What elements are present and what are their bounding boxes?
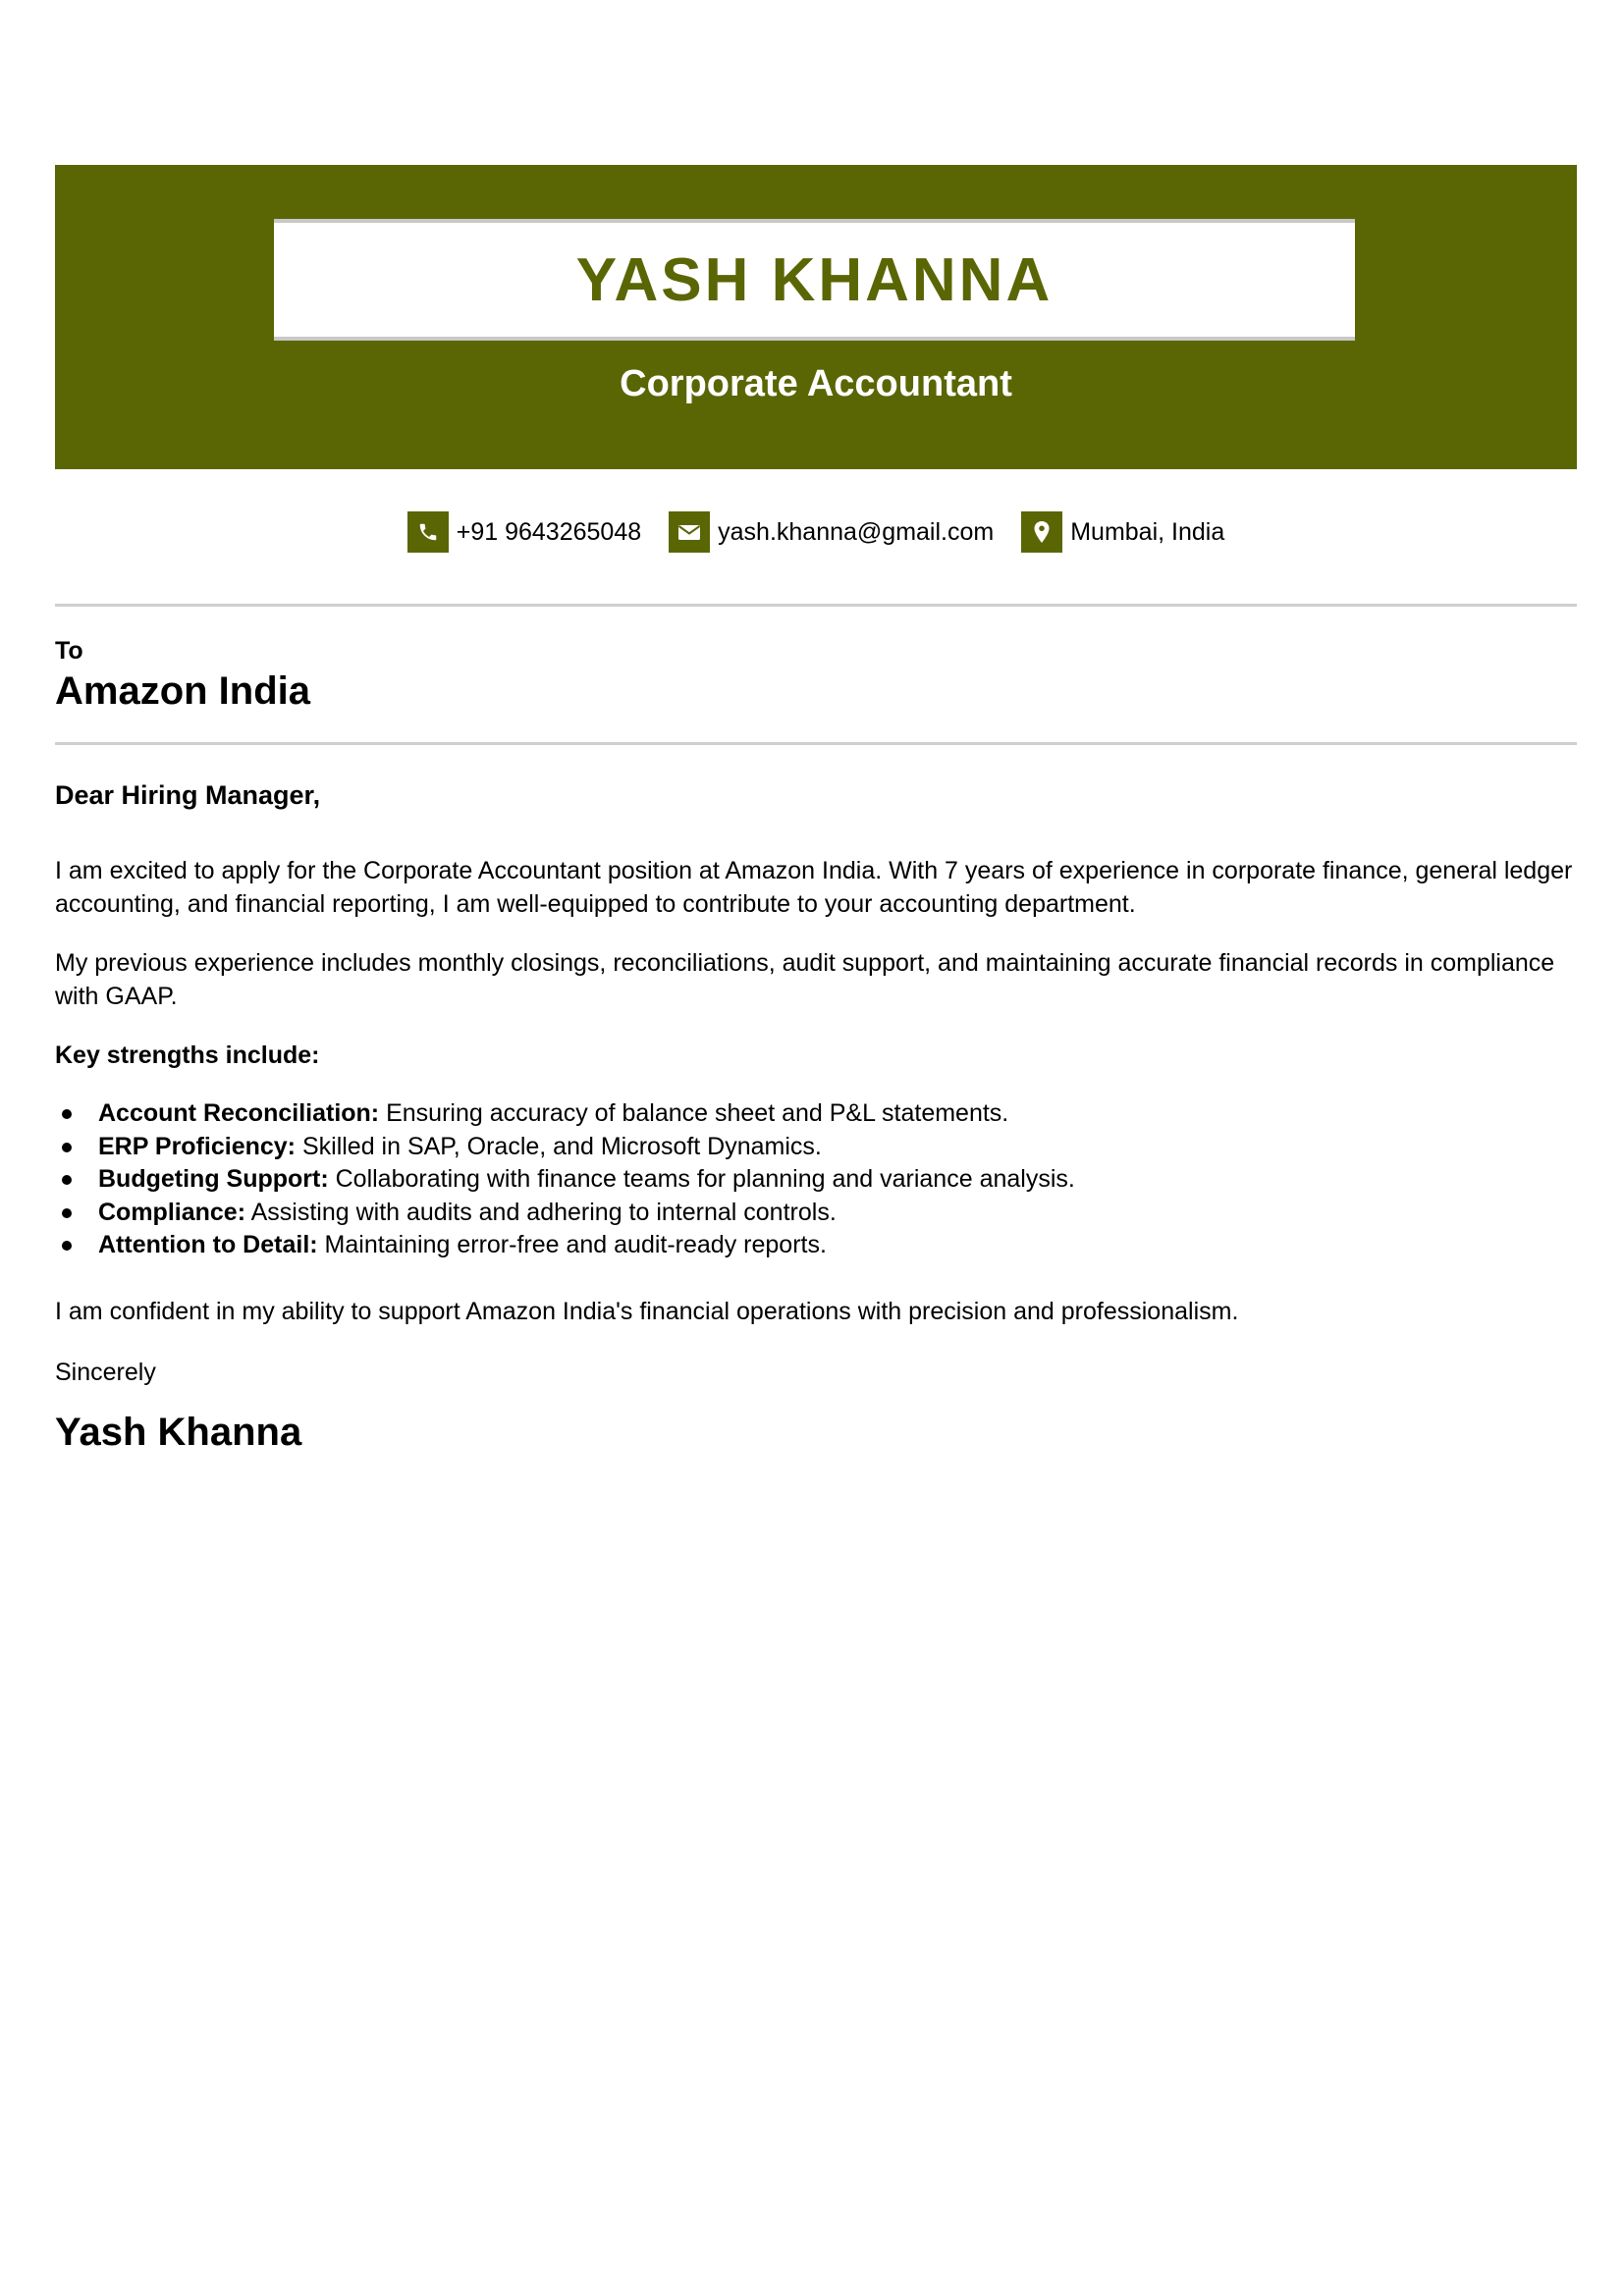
recipient-company: Amazon India bbox=[55, 669, 311, 713]
paragraph-closing: I am confident in my ability to support Amazon India's financial operations with precision and professionalism. bbox=[55, 1297, 1239, 1325]
divider-bottom bbox=[55, 742, 1577, 745]
bullet-icon bbox=[62, 1109, 72, 1119]
map-pin-icon bbox=[1021, 511, 1062, 553]
to-label: To bbox=[55, 637, 83, 665]
phone-icon bbox=[407, 511, 449, 553]
strength-title: ERP Proficiency: bbox=[98, 1132, 297, 1160]
envelope-icon bbox=[669, 511, 710, 553]
signature-name: Yash Khanna bbox=[55, 1410, 302, 1454]
header-band bbox=[55, 165, 1577, 469]
strength-text: Ensuring accuracy of balance sheet and P&L statements. bbox=[379, 1099, 1009, 1127]
strength-text: Skilled in SAP, Oracle, and Microsoft Dynamics. bbox=[296, 1132, 822, 1160]
paragraph-experience: My previous experience includes monthly closings, reconciliations, audit support, and maintaining accurate financial records in compliance with GAAP. bbox=[55, 949, 1555, 1010]
location-text: Mumbai, India bbox=[1070, 517, 1225, 546]
paragraph-intro: I am excited to apply for the Corporate Accountant position at Amazon India. With 7 years of experience in corporate finance, general ledger accounting, and financial reporting, I am well-equipped to contribute to your accounting department. bbox=[55, 857, 1573, 918]
list-item bbox=[55, 1097, 1577, 1131]
strength-text: Collaborating with finance teams for planning and variance analysis. bbox=[328, 1165, 1075, 1193]
list-item bbox=[55, 1163, 1577, 1197]
strengths-list bbox=[55, 1097, 1577, 1262]
contact-location bbox=[1021, 511, 1224, 553]
contact-row bbox=[55, 510, 1577, 554]
strength-text: Assisting with audits and adhering to internal controls. bbox=[245, 1198, 837, 1226]
strengths-heading: Key strengths include: bbox=[55, 1041, 320, 1069]
contact-email bbox=[669, 511, 994, 553]
bullet-icon bbox=[62, 1175, 72, 1185]
list-item bbox=[55, 1197, 1577, 1230]
applicant-name: YASH KHANNA bbox=[575, 245, 1054, 314]
phone-text: +91 9643265048 bbox=[456, 517, 642, 546]
cover-letter-page bbox=[55, 165, 1577, 1456]
strength-title: Budgeting Support: bbox=[98, 1165, 329, 1193]
strength-title: Compliance: bbox=[98, 1198, 246, 1226]
list-item bbox=[55, 1131, 1577, 1164]
recipient-block bbox=[55, 607, 1577, 742]
name-box bbox=[274, 219, 1355, 341]
strength-title: Account Reconciliation: bbox=[98, 1099, 380, 1127]
list-item bbox=[55, 1229, 1577, 1262]
strength-title: Attention to Detail: bbox=[98, 1231, 318, 1258]
job-title: Corporate Accountant bbox=[620, 363, 1012, 404]
contact-phone bbox=[407, 511, 641, 553]
bullet-icon bbox=[62, 1241, 72, 1251]
email-text: yash.khanna@gmail.com bbox=[718, 517, 995, 546]
signoff: Sincerely bbox=[55, 1358, 156, 1386]
bullet-icon bbox=[62, 1143, 72, 1152]
bullet-icon bbox=[62, 1208, 72, 1218]
strength-text: Maintaining error-free and audit-ready reports. bbox=[317, 1231, 827, 1258]
salutation: Dear Hiring Manager, bbox=[55, 780, 321, 810]
